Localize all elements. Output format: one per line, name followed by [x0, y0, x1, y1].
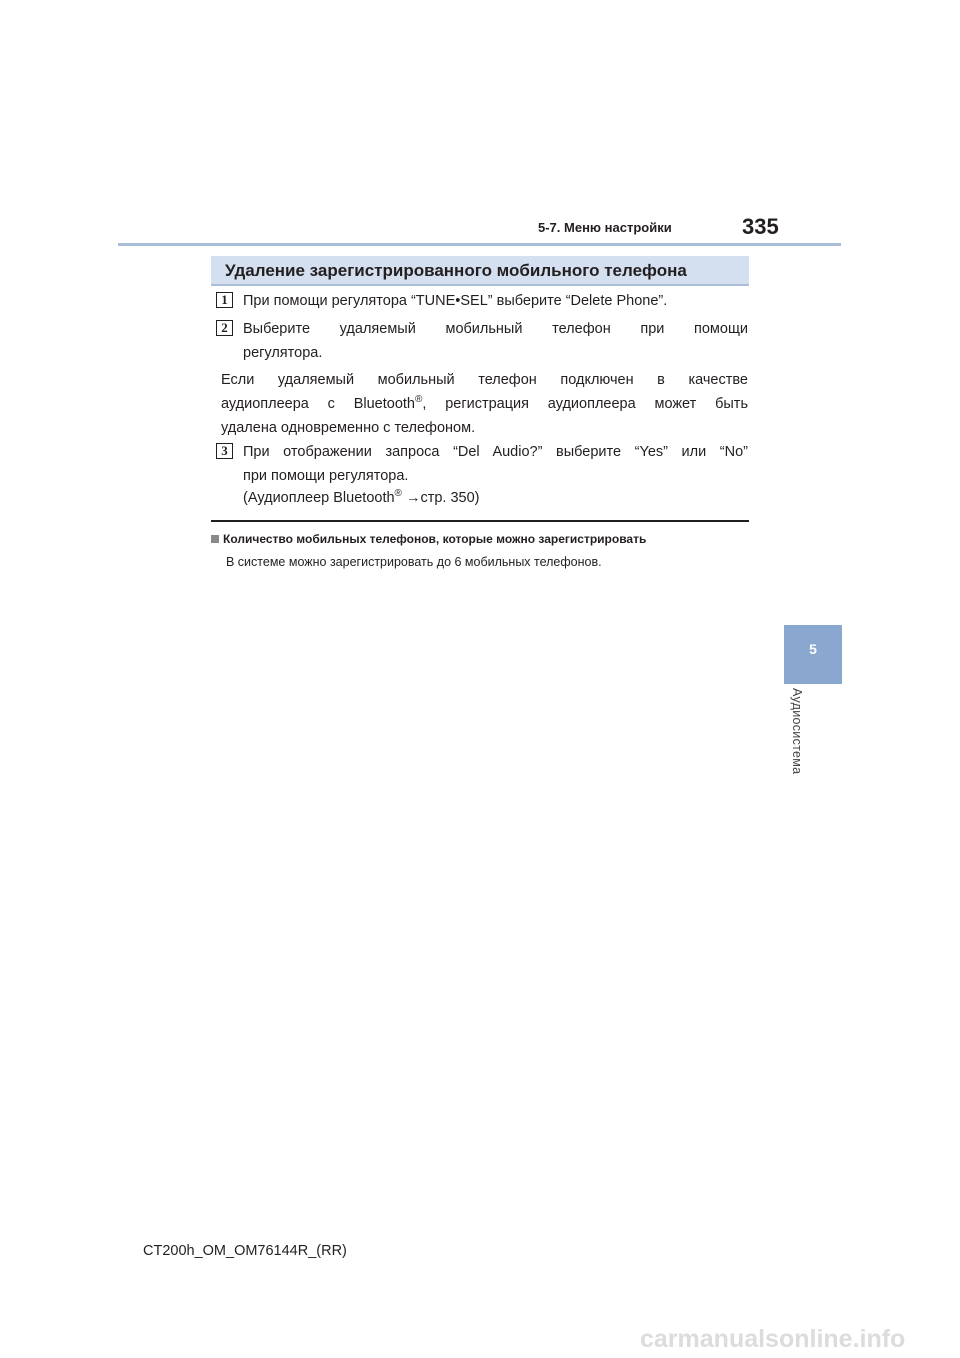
step-3-line-1: При отображении запроса “Del Audio?” выберите “Yes” или “No”	[243, 444, 748, 460]
step-3-line-3: (Аудиоплеер Bluetooth® →стр. 350)	[243, 488, 480, 506]
step-2-number: 2	[216, 320, 233, 336]
info-heading: Количество мобильных телефонов, которые можно зарегистрировать	[211, 532, 646, 546]
chapter-tab-number: 5	[809, 641, 817, 657]
chapter-tab	[784, 625, 842, 684]
note-line-3: удалена одновременно с телефоном.	[221, 420, 476, 436]
section-divider	[211, 520, 749, 522]
watermark: carmanualsonline.info	[640, 1325, 906, 1353]
header-rule	[118, 243, 841, 246]
info-square-icon	[211, 535, 219, 543]
section-title-band	[211, 256, 749, 286]
step-3-line-2: при помощи регулятора.	[243, 468, 409, 484]
step-1-number: 1	[216, 292, 233, 308]
step-1-text: При помощи регулятора “TUNE•SEL” выберите “Delete Phone”.	[243, 293, 668, 309]
step-2-line-1: Выберите удаляемый мобильный телефон при помощи	[243, 321, 748, 337]
chapter-tab-label: Аудиосистема	[790, 688, 804, 775]
section-title: Удаление зарегистрированного мобильного телефона	[225, 261, 687, 280]
page-number: 335	[742, 214, 779, 239]
footer-code: CT200h_OM_OM76144R_(RR)	[143, 1243, 347, 1259]
section-label: 5-7. Меню настройки	[538, 220, 672, 235]
step-2-line-2: регулятора.	[243, 345, 323, 361]
info-body: В системе можно зарегистрировать до 6 мобильных телефонов.	[226, 555, 602, 569]
step-3-number: 3	[216, 443, 233, 459]
note-line-2: аудиоплеера с Bluetooth®, регистрация аудиоплеера может быть	[221, 394, 748, 412]
note-line-1: Если удаляемый мобильный телефон подключен в качестве	[221, 372, 748, 388]
